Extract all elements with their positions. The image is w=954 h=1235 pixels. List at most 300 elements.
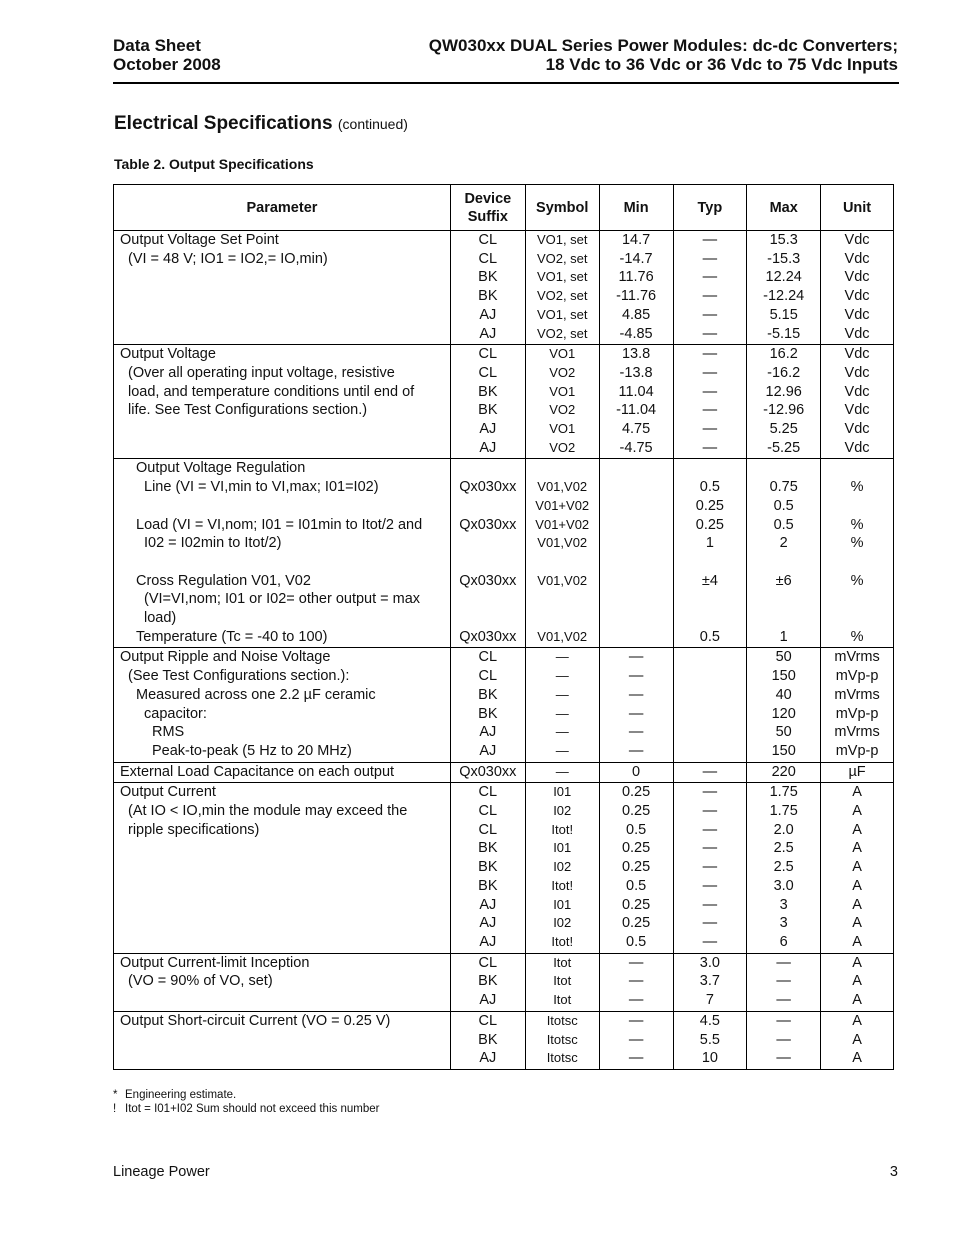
- cell-max-line: —: [776, 1050, 791, 1067]
- cell-min-line: -11.76: [616, 288, 657, 305]
- cell-min-line: —: [628, 668, 644, 685]
- cell-symbol-line: —: [555, 668, 569, 684]
- col-header-min: Min: [599, 185, 673, 231]
- cell-max-line: ±6: [775, 572, 792, 589]
- cell-device-suffix-line: CL: [478, 649, 498, 666]
- cell-parameter-line: [120, 439, 446, 458]
- cell-max-line: 15.3: [769, 232, 798, 248]
- cell-unit-line: [821, 609, 893, 628]
- cell-min-line: [600, 516, 673, 535]
- cell-typ-line: —: [702, 421, 718, 438]
- cell-min-line: [600, 534, 673, 553]
- footnote-mark: !: [113, 1103, 117, 1115]
- cell-unit-line: A: [852, 1050, 862, 1067]
- footnote-text: Itot = I01+I02 Sum should not exceed this number: [125, 1103, 380, 1115]
- cell-min-line: 0.25: [621, 784, 651, 801]
- cell-device-suffix-line: BK: [478, 877, 498, 894]
- cell-max-line: -16.2: [767, 364, 801, 381]
- cell-device-suffix-line: CL: [478, 250, 498, 267]
- cell-min-line: —: [628, 742, 644, 759]
- cell-max-line: —: [776, 992, 791, 1009]
- cell-typ-line: [674, 667, 747, 686]
- cell-symbol-line: —: [555, 649, 569, 665]
- cell-device-suffix-line: CL: [478, 346, 498, 363]
- cell-min-line: 0.25: [621, 840, 651, 857]
- cell-unit-line: mVp-p: [835, 705, 879, 722]
- cell-parameter-line: capacitor:: [144, 705, 207, 722]
- cell-unit-line: mVrms: [834, 649, 880, 666]
- cell-min-line: [600, 590, 673, 609]
- cell-min-line: 0.5: [626, 821, 647, 838]
- cell-unit: [821, 459, 894, 648]
- col-header-symbol: Symbol: [525, 185, 599, 231]
- cell-typ-line: —: [702, 364, 718, 381]
- cell-max-line: 3: [779, 896, 788, 913]
- cell-max-line: 220: [771, 763, 796, 780]
- cell-typ-line: —: [702, 859, 718, 876]
- cell-min-line: —: [628, 1031, 644, 1048]
- cell-unit-line: A: [852, 877, 862, 894]
- cell-min-line: -4.75: [619, 439, 653, 456]
- cell-symbol: [525, 783, 599, 953]
- cell-parameter-line: External Load Capacitance on each output: [120, 763, 395, 780]
- cell-typ-line: —: [702, 763, 718, 780]
- cell-min-line: -11.04: [616, 402, 657, 419]
- cell-device-suffix-line: AJ: [479, 439, 497, 456]
- cell-parameter-line: load): [144, 610, 177, 627]
- cell-typ-line: [674, 723, 747, 742]
- cell-min-line: 0.25: [621, 915, 651, 932]
- cell-device-suffix: [450, 345, 525, 459]
- cell-max-line: 120: [771, 705, 796, 722]
- cell-parameter-line: load, and temperature conditions until end of: [128, 383, 415, 400]
- col-header-device-suffix: [450, 185, 525, 231]
- cell-typ-line: —: [702, 784, 718, 801]
- cell-min-line: 0.25: [621, 859, 651, 876]
- cell-typ: [673, 648, 747, 762]
- cell-symbol: [525, 345, 599, 459]
- cell-unit-line: A: [852, 1012, 862, 1029]
- cell-symbol-line: V01,V02: [537, 628, 588, 644]
- cell-unit-line: [821, 553, 893, 572]
- section-title: [114, 113, 408, 135]
- footnote: [113, 1088, 379, 1102]
- footnote-mark: *: [113, 1089, 118, 1101]
- cell-typ-line: —: [702, 821, 718, 838]
- section-title-text: Electrical Specifications: [114, 113, 333, 134]
- cell-unit-line: %: [850, 535, 864, 552]
- cell-min-line: [600, 628, 673, 647]
- cell-symbol-line: V01,V02: [537, 479, 588, 495]
- cell-typ: [673, 783, 747, 953]
- footer-company: Lineage Power: [113, 1164, 210, 1180]
- cell-unit-line: Vdc: [844, 346, 870, 363]
- cell-device-suffix-line: BK: [478, 973, 498, 990]
- cell-device-suffix-line: CL: [478, 232, 498, 248]
- cell-typ-line: [674, 553, 747, 572]
- cell-parameter-line: Temperature (Tc = -40 to 100): [136, 628, 328, 645]
- cell-typ: [673, 953, 747, 1011]
- cell-max-line: -12.24: [763, 288, 805, 305]
- cell-unit-line: mVp-p: [835, 668, 879, 685]
- cell-unit-line: A: [852, 933, 862, 950]
- cell-symbol-line: I02: [553, 803, 572, 819]
- cell-typ-line: —: [702, 269, 718, 286]
- cell-typ-line: 0.25: [695, 497, 724, 514]
- cell-unit-line: %: [850, 628, 864, 645]
- cell-max-line: -5.25: [767, 439, 801, 456]
- cell-unit-line: Vdc: [844, 325, 870, 342]
- cell-symbol: [525, 1011, 599, 1069]
- cell-symbol-line: Itotsc: [546, 1050, 578, 1066]
- cell-max-line: 16.2: [769, 346, 798, 363]
- table-row: [114, 762, 894, 783]
- cell-symbol-line: Itotsc: [546, 1031, 578, 1047]
- cell-symbol: [525, 648, 599, 762]
- cell-unit-line: %: [850, 516, 864, 533]
- cell-symbol-line: VO1: [549, 421, 576, 437]
- cell-max: [747, 231, 821, 345]
- cell-typ-line: —: [702, 325, 718, 342]
- cell-typ-line: —: [702, 896, 718, 913]
- cell-symbol-line: V01,V02: [537, 572, 588, 588]
- cell-parameter: [114, 762, 451, 783]
- cell-device-suffix-line: AJ: [479, 992, 497, 1009]
- cell-typ-line: [674, 686, 747, 705]
- cell-parameter: [114, 459, 451, 648]
- cell-unit-line: A: [852, 784, 862, 801]
- header-right: [429, 36, 898, 74]
- col-header-unit: Unit: [821, 185, 894, 231]
- cell-symbol-line: V01+V02: [535, 497, 590, 513]
- cell-unit-line: A: [852, 954, 862, 971]
- cell-max-line: -12.96: [763, 402, 805, 419]
- cell-max-line: 0.5: [773, 516, 794, 533]
- cell-symbol-line: —: [555, 705, 569, 721]
- cell-min-line: -13.8: [619, 364, 653, 381]
- cell-max-line: 1.75: [769, 803, 798, 820]
- cell-parameter: [114, 953, 451, 1011]
- cell-min: [599, 459, 673, 648]
- cell-max-line: —: [776, 954, 791, 971]
- cell-device-suffix-line: CL: [478, 668, 498, 685]
- cell-unit-line: Vdc: [844, 402, 870, 419]
- cell-parameter: [114, 345, 451, 459]
- cell-typ-line: —: [702, 306, 718, 323]
- cell-device-suffix-line: CL: [478, 1012, 498, 1029]
- cell-unit-line: mVrms: [834, 724, 880, 741]
- doc-type: Data Sheet: [113, 36, 201, 55]
- cell-min-line: -4.85: [619, 325, 653, 342]
- cell-min-line: [600, 459, 673, 478]
- cell-max: [747, 1011, 821, 1069]
- cell-max-line: 12.24: [765, 269, 802, 286]
- cell-max-line: —: [776, 1031, 791, 1048]
- table-header-row: [114, 185, 894, 231]
- cell-unit-line: A: [852, 803, 862, 820]
- cell-device-suffix: [450, 783, 525, 953]
- cell-symbol: [525, 459, 599, 648]
- cell-typ-line: 10: [701, 1050, 718, 1067]
- cell-symbol-line: I02: [553, 859, 572, 875]
- cell-max-line: 150: [771, 742, 796, 759]
- cell-symbol-line: I01: [553, 840, 572, 856]
- cell-symbol: [525, 953, 599, 1011]
- page-number: 3: [889, 1164, 898, 1180]
- cell-typ-line: 0.25: [695, 516, 724, 533]
- cell-max-line: -5.15: [767, 325, 801, 342]
- cell-typ-line: —: [702, 840, 718, 857]
- cell-symbol-line: VO2, set: [536, 250, 588, 266]
- cell-typ: [673, 345, 747, 459]
- cell-min: [599, 783, 673, 953]
- cell-parameter-line: Cross Regulation V01, V02: [136, 572, 311, 589]
- cell-symbol-line: —: [555, 724, 569, 740]
- cell-parameter-line: (At IO < IO,min the module may exceed the: [128, 803, 408, 820]
- cell-parameter: [114, 783, 451, 953]
- cell-device-suffix: [450, 762, 525, 783]
- cell-typ-line: 0.5: [699, 628, 720, 645]
- cell-typ-line: —: [702, 877, 718, 894]
- cell-symbol-line: Itot!: [551, 877, 574, 893]
- cell-unit-line: Vdc: [844, 232, 870, 248]
- cell-device-suffix-line: AJ: [479, 724, 497, 741]
- cell-unit: [821, 648, 894, 762]
- table-row: [114, 231, 894, 345]
- cell-parameter-line: Load (VI = VI,nom; I01 = I01min to Itot/2 and: [136, 516, 423, 533]
- col-header-typ: Typ: [673, 185, 747, 231]
- cell-unit-line: µF: [848, 763, 866, 780]
- cell-parameter-line: (VI = 48 V; IO1 = IO2,= IO,min): [128, 250, 328, 267]
- cell-unit: [821, 345, 894, 459]
- cell-unit-line: %: [850, 479, 864, 496]
- cell-parameter-line: Output Voltage: [120, 346, 216, 363]
- cell-symbol-line: VO2: [549, 439, 576, 455]
- cell-device-suffix-line: AJ: [479, 933, 497, 950]
- cell-device-suffix-line: BK: [478, 269, 498, 286]
- cell-max-line: 3.0: [773, 877, 794, 894]
- cell-min: [599, 762, 673, 783]
- cell-max-line: [747, 609, 820, 628]
- cell-typ-line: ±4: [701, 572, 718, 589]
- cell-unit-line: Vdc: [844, 439, 870, 456]
- cell-device-suffix-line: BK: [478, 383, 498, 400]
- cell-symbol: [525, 762, 599, 783]
- cell-device-suffix-line: [451, 590, 525, 609]
- cell-max-line: -15.3: [767, 250, 801, 267]
- cell-symbol-line: VO1, set: [536, 306, 588, 322]
- cell-unit: [821, 231, 894, 345]
- cell-typ-line: 3.0: [699, 954, 720, 971]
- cell-parameter-line: (See Test Configurations section.):: [128, 668, 350, 685]
- cell-parameter-line: Output Current: [120, 784, 216, 801]
- cell-device-suffix-line: BK: [478, 705, 498, 722]
- cell-max-line: 1.75: [769, 784, 798, 801]
- cell-device-suffix-line: Qx030xx: [459, 572, 517, 589]
- cell-unit-line: Vdc: [844, 306, 870, 323]
- cell-parameter-line: [120, 877, 446, 896]
- cell-symbol-line: VO1, set: [536, 232, 588, 247]
- cell-typ-line: —: [702, 439, 718, 456]
- cell-symbol-line: [526, 590, 599, 609]
- cell-typ-line: [674, 648, 747, 667]
- cell-device-suffix-line: BK: [478, 840, 498, 857]
- cell-symbol-line: [526, 459, 599, 478]
- cell-symbol-line: I01: [553, 784, 572, 800]
- header-left: [113, 36, 221, 74]
- cell-typ-line: —: [702, 402, 718, 419]
- cell-max-line: 0.75: [769, 479, 798, 496]
- cell-typ-line: —: [702, 346, 718, 363]
- cell-max-line: 6: [779, 933, 788, 950]
- cell-unit-line: A: [852, 840, 862, 857]
- cell-max-line: 50: [775, 724, 792, 741]
- cell-typ-line: [674, 590, 747, 609]
- cell-typ-line: 0.5: [699, 479, 720, 496]
- cell-max: [747, 648, 821, 762]
- cell-min-line: 4.85: [621, 306, 651, 323]
- table-row: [114, 953, 894, 1011]
- table-body: [114, 231, 894, 1070]
- cell-parameter-line: (VO = 90% of VO, set): [128, 973, 273, 990]
- cell-min-line: [600, 609, 673, 628]
- cell-max-line: 3: [779, 915, 788, 932]
- cell-device-suffix: [450, 231, 525, 345]
- cell-device-suffix-line: AJ: [479, 1050, 497, 1067]
- cell-parameter-line: (VI=VI,nom; I01 or I02= other output = max: [144, 591, 421, 608]
- cell-min-line: —: [628, 992, 644, 1009]
- cell-device-suffix-line: AJ: [479, 306, 497, 323]
- cell-device-suffix-line: BK: [478, 288, 498, 305]
- cell-typ-line: —: [702, 250, 718, 267]
- cell-symbol-line: VO1: [549, 346, 576, 362]
- cell-unit-line: [821, 459, 893, 478]
- cell-device-suffix: [450, 459, 525, 648]
- table-row: [114, 345, 894, 459]
- cell-max-line: 2.5: [773, 859, 794, 876]
- cell-symbol-line: VO1, set: [536, 269, 588, 285]
- cell-min: [599, 1011, 673, 1069]
- cell-typ-line: —: [702, 915, 718, 932]
- cell-max-line: 0.5: [773, 497, 794, 514]
- cell-max-line: 5.25: [769, 421, 798, 438]
- cell-symbol-line: I01: [553, 896, 572, 912]
- cell-unit: [821, 783, 894, 953]
- cell-parameter-line: [120, 991, 446, 1010]
- cell-min-line: 0.25: [621, 803, 651, 820]
- cell-unit-line: A: [852, 1031, 862, 1048]
- cell-parameter-line: Peak-to-peak (5 Hz to 20 MHz): [152, 742, 352, 759]
- cell-min: [599, 648, 673, 762]
- table-row: [114, 783, 894, 953]
- cell-min-line: —: [628, 705, 644, 722]
- cell-max-line: 2.5: [773, 840, 794, 857]
- cell-device-suffix-line: BK: [478, 686, 498, 703]
- cell-parameter-line: Output Ripple and Noise Voltage: [120, 649, 331, 666]
- cell-min-line: —: [628, 954, 644, 971]
- cell-device-suffix-line: CL: [478, 821, 498, 838]
- cell-symbol-line: Itot: [553, 992, 572, 1008]
- cell-unit-line: A: [852, 992, 862, 1009]
- cell-max-line: —: [776, 1012, 791, 1029]
- cell-min-line: —: [628, 649, 644, 666]
- cell-device-suffix-line: AJ: [479, 325, 497, 342]
- cell-min-line: 0.25: [621, 896, 651, 913]
- cell-unit: [821, 762, 894, 783]
- cell-unit-line: %: [850, 572, 864, 589]
- cell-device-suffix-line: [451, 553, 525, 572]
- cell-symbol-line: Itot: [553, 973, 572, 989]
- cell-parameter-line: (Over all operating input voltage, resistive: [128, 364, 395, 381]
- cell-device-suffix-line: [451, 497, 525, 516]
- cell-min-line: —: [628, 686, 644, 703]
- table-row: [114, 648, 894, 762]
- cell-parameter: [114, 1011, 451, 1069]
- cell-device-suffix: [450, 648, 525, 762]
- cell-parameter-line: [120, 420, 446, 439]
- cell-typ-line: [674, 705, 747, 724]
- cell-min-line: [600, 553, 673, 572]
- cell-typ-line: —: [702, 933, 718, 950]
- cell-device-suffix-line: BK: [478, 1031, 498, 1048]
- cell-unit-line: A: [852, 821, 862, 838]
- cell-unit-line: Vdc: [844, 364, 870, 381]
- cell-device-suffix-line: CL: [478, 364, 498, 381]
- cell-typ-line: [674, 742, 747, 761]
- cell-symbol-line: Itot!: [551, 821, 574, 837]
- cell-max: [747, 953, 821, 1011]
- cell-min-line: 4.75: [621, 421, 651, 438]
- table-row: [114, 459, 894, 648]
- cell-max-line: [747, 459, 820, 478]
- cell-parameter-line: Line (VI = VI,min to VI,max; I01=I02): [144, 479, 379, 496]
- cell-typ-line: 4.5: [699, 1012, 720, 1029]
- cell-typ-line: 5.5: [699, 1031, 720, 1048]
- cell-max-line: 40: [775, 686, 792, 703]
- cell-min-line: —: [628, 1050, 644, 1067]
- cell-device-suffix-line: [451, 534, 525, 553]
- cell-device-suffix-line: CL: [478, 954, 498, 971]
- cell-typ-line: —: [702, 232, 718, 248]
- cell-parameter-line: [120, 858, 446, 877]
- output-specifications-table: [113, 184, 894, 1070]
- cell-unit: [821, 1011, 894, 1069]
- cell-min-line: —: [628, 1012, 644, 1029]
- cell-parameter-line: [120, 896, 446, 915]
- cell-min-line: 13.8: [621, 346, 651, 363]
- cell-parameter-line: I02 = I02min to Itot/2): [144, 535, 282, 552]
- cell-unit-line: mVp-p: [835, 742, 879, 759]
- footnotes: [113, 1088, 379, 1116]
- cell-typ: [673, 762, 747, 783]
- cell-min-line: 11.04: [618, 383, 654, 400]
- cell-unit-line: mVrms: [834, 686, 880, 703]
- cell-min: [599, 953, 673, 1011]
- cell-min-line: 0.5: [626, 933, 647, 950]
- cell-max-line: [747, 553, 820, 572]
- cell-max-line: 50: [775, 649, 792, 666]
- cell-unit-line: [821, 497, 893, 516]
- cell-parameter-line: RMS: [152, 724, 185, 741]
- cell-device-suffix-line: CL: [478, 803, 498, 820]
- cell-parameter-line: life. See Test Configurations section.): [128, 402, 368, 419]
- cell-unit-line: Vdc: [844, 288, 870, 305]
- cell-parameter-line: ripple specifications): [128, 821, 260, 838]
- cell-min-line: 11.76: [618, 269, 654, 286]
- cell-device-suffix-line: [451, 459, 525, 478]
- cell-typ-line: 1: [705, 535, 714, 552]
- section-title-suffix: (continued): [337, 116, 408, 132]
